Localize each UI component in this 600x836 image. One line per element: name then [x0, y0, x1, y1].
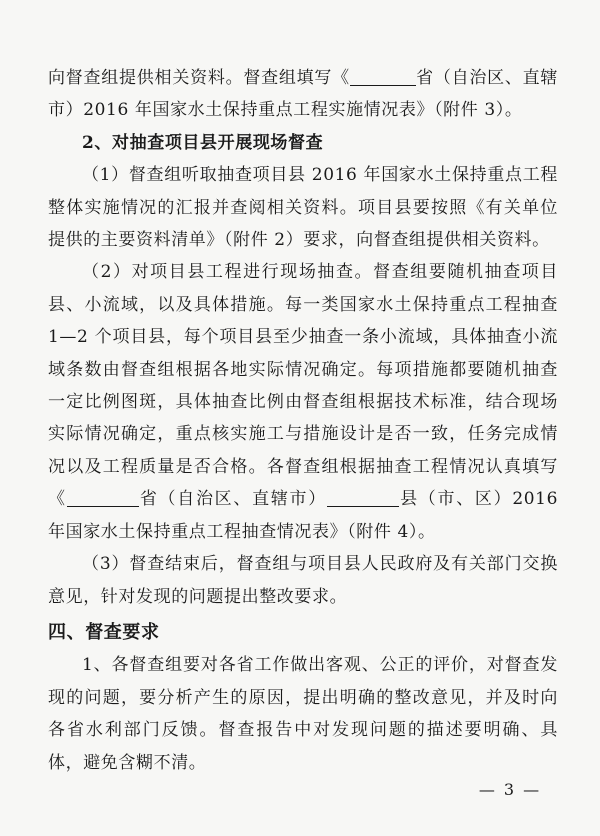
document-body — [48, 62, 558, 779]
paragraph-text: 县（市、区）2016 年国家水土保持重点工程抽查情况表》（附件 4）。 — [48, 489, 558, 542]
fill-blank-province — [350, 68, 416, 86]
paragraph-text: 省（自治区、直辖市）2016 年国家水土保持重点工程实施情况表》（附件 3）。 — [48, 68, 558, 121]
list-item-2 — [48, 256, 558, 548]
paragraph-continuation — [48, 62, 558, 127]
subsection-heading: 2、对抽查项目县开展现场督查 — [82, 132, 324, 153]
requirement-1: 1、各督查组要对各省工作做出客观、公正的评价，对督查发现的问题，要分析产生的原因，提出明确的整改意见，并及时向各省水利部门反馈。督查报告中对发现问题的描述要明确、具体，避免含糊不清。 — [48, 655, 558, 773]
paragraph-text: （2）对项目县工程进行现场抽查。督查组要随机抽查项目县、小流域，以及具体措施。每一类国家水土保持重点工程抽查 1—2 个项目县，每个项目县至少抽查一条小流域，具体抽查小流域条数由督查组根据各地实际情况确定。每项措施都要随机抽查一定比例图斑，具体抽查比例由督查组根据技术标准，结合现场实际情况确定，重点核实施工与措施设计是否一致，任务完成情况以及工程质量是否合格。各督查组根据抽查工程情况认真填写《 — [48, 262, 558, 510]
paragraph-text: 向督查组提供相关资料。督查组填写《 — [48, 68, 350, 88]
fill-blank-county — [327, 489, 399, 507]
section-heading: 四、督查要求 — [48, 621, 160, 643]
list-item-1: （1）督查组听取抽查项目县 2016 年国家水土保持重点工程整体实施情况的汇报并查阅相关资料。项目县要按照《有关单位提供的主要资料清单》（附件 2）要求，向督查组提供相关资料。 — [48, 165, 558, 251]
paragraph-text: 省（自治区、直辖市） — [138, 489, 327, 510]
fill-blank-province — [67, 489, 139, 507]
page-number: — 3 — — [478, 780, 542, 799]
list-item-3: （3）督查结束后，督查组与项目县人民政府及有关部门交换意见，针对发现的问题提出整改要求。 — [48, 554, 558, 607]
